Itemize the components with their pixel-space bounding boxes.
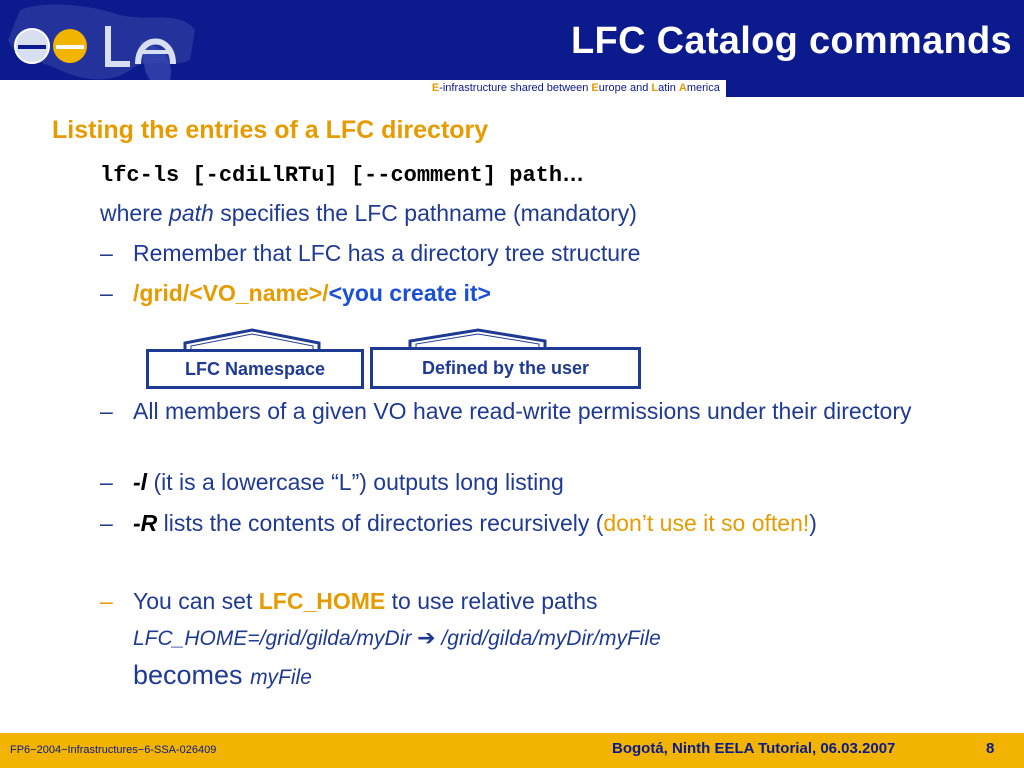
- slide-title: LFC Catalog commands: [571, 20, 1012, 62]
- page-number: 8: [986, 740, 995, 757]
- section-heading: Listing the entries of a LFC directory: [52, 116, 489, 144]
- project-code: FP6−2004−Infrastructures−6-SSA-026409: [10, 744, 217, 756]
- where-line: where path specifies the LFC pathname (mandatory): [100, 200, 637, 226]
- command-syntax: lfc-ls [-cdiLlRTu] [--comment] path…: [100, 161, 585, 188]
- footer-bar: [0, 733, 1024, 768]
- tagline: E-infrastructure shared between Europe and Latin America: [0, 80, 726, 97]
- right-arrow-icon: ➔: [417, 626, 436, 651]
- event-info: Bogotá, Ninth EELA Tutorial, 06.03.2007: [612, 740, 896, 757]
- callout-lfc-namespace: LFC Namespace: [146, 349, 364, 389]
- callout-defined-by-user: Defined by the user: [370, 347, 641, 389]
